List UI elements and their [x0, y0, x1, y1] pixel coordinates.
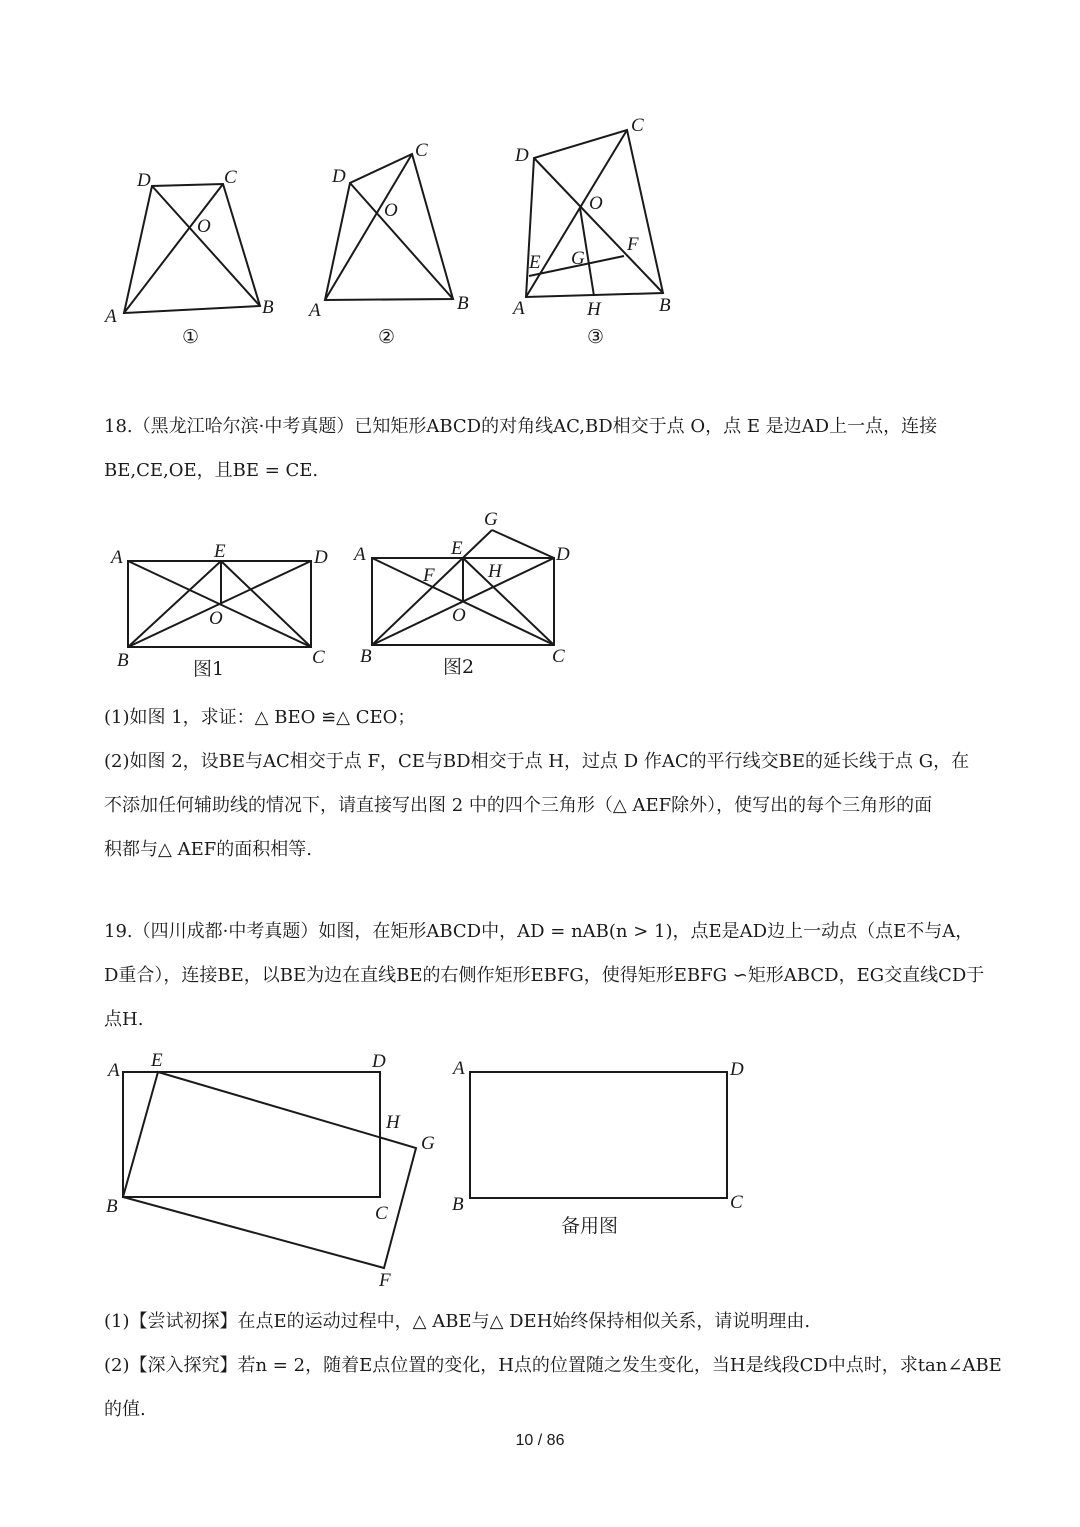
quad-abcd — [124, 184, 260, 313]
label-a: A — [105, 306, 117, 327]
q18-part-2-line-3: 积都与△ AEF的面积相等. — [104, 839, 312, 860]
label-a: A — [108, 1060, 120, 1081]
question-18-parts — [104, 696, 984, 872]
figure-quadrilateral-3 — [505, 110, 700, 360]
label-a: A — [453, 1058, 465, 1079]
label-b: B — [106, 1196, 118, 1217]
label-o: O — [209, 608, 223, 629]
figure-caption: ① — [182, 326, 200, 348]
rect-ebfg — [123, 1072, 416, 1268]
label-f: F — [379, 1270, 391, 1291]
label-o: O — [384, 200, 398, 221]
q18-line-1: 18.（黑龙江哈尔滨·中考真题）已知矩形ABCD的对角线AC,BD相交于点 O，点 E 是边AD上一点，连接 — [104, 416, 938, 437]
q18-part-1: (1)如图 1，求证：△ BEO ≌△ CEO； — [104, 707, 416, 728]
diagonal-bd — [152, 186, 260, 306]
label-o: O — [452, 605, 466, 626]
rect-abcd — [123, 1072, 380, 1197]
label-o: O — [197, 216, 211, 237]
label-c: C — [631, 115, 644, 136]
label-c: C — [375, 1203, 388, 1224]
label-c: C — [552, 646, 565, 667]
question-19-stem — [104, 910, 984, 1042]
segment-gd — [492, 530, 554, 558]
label-e: E — [529, 252, 541, 273]
q19-line-2: D重合），连接BE，以BE为边在直线BE的右侧作矩形EBFG，使得矩形EBFG ∽矩形ABCD，EG交直线CD于 — [104, 965, 985, 986]
figure-caption: 图2 — [443, 656, 475, 678]
label-c: C — [312, 647, 325, 668]
label-b: B — [452, 1194, 464, 1215]
label-h: H — [587, 299, 601, 320]
q19-part-2-line-1: (2)【深入探究】若n = 2，随着E点位置的变化，H点的位置随之发生变化，当H是线段CD中点时，求tan∠ABE — [104, 1355, 1002, 1376]
label-o: O — [589, 193, 603, 214]
label-e: E — [214, 541, 226, 562]
label-g: G — [484, 509, 498, 530]
label-b: B — [360, 646, 372, 667]
label-d: D — [332, 166, 346, 187]
label-e: E — [151, 1050, 163, 1071]
label-b: B — [262, 297, 274, 318]
label-b: B — [457, 293, 469, 314]
q19-line-1: 19.（四川成都·中考真题）如图，在矩形ABCD中，AD = nAB(n > 1)，点E是AD边上一动点（点E不与A， — [104, 921, 974, 942]
label-d: D — [137, 170, 151, 191]
label-c: C — [224, 167, 237, 188]
q18-line-2: BE,CE,OE，且BE = CE. — [104, 460, 319, 481]
label-d: D — [515, 145, 529, 166]
figure-q18-2 — [350, 505, 585, 685]
page-number: 10 / 86 — [515, 1432, 565, 1449]
label-d: D — [730, 1059, 744, 1080]
label-a: A — [513, 298, 525, 319]
q19-part-1: (1)【尝试初探】在点E的运动过程中，△ ABE与△ DEH始终保持相似关系，请说明理由. — [104, 1311, 811, 1332]
figure-caption: ③ — [587, 326, 605, 348]
label-g: G — [421, 1133, 435, 1154]
label-e: E — [451, 538, 463, 559]
label-a: A — [309, 300, 321, 321]
figure-caption: 备用图 — [561, 1215, 619, 1237]
label-h: H — [488, 561, 502, 582]
label-b: B — [117, 650, 129, 671]
figure-caption: ② — [378, 326, 396, 348]
label-c: C — [730, 1192, 743, 1213]
segment-bg — [372, 530, 492, 645]
figure-quadrilateral-2 — [300, 135, 490, 360]
label-a: A — [354, 544, 366, 565]
q18-part-2-line-2: 不添加任何辅助线的情况下，请直接写出图 2 中的四个三角形（△ AEF除外），使写出的每个三角形的面 — [104, 795, 933, 816]
figure-q19-main — [100, 1045, 445, 1295]
label-a: A — [111, 547, 123, 568]
label-d: D — [556, 544, 570, 565]
label-b: B — [659, 295, 671, 316]
figure-caption: 图1 — [193, 658, 225, 680]
figure-quadrilateral-1 — [95, 150, 295, 360]
label-h: H — [386, 1112, 400, 1133]
label-g: G — [571, 248, 585, 269]
label-f: F — [627, 234, 639, 255]
q18-part-2-line-1: (2)如图 2，设BE与AC相交于点 F，CE与BD相交于点 H，过点 D 作AC的平行线交BE的延长线于点 G，在 — [104, 751, 970, 772]
segment-ce — [221, 561, 311, 647]
rect-abcd — [470, 1072, 727, 1198]
figure-q19-spare — [445, 1050, 755, 1250]
question-18-stem — [104, 405, 984, 493]
label-c: C — [415, 140, 428, 161]
q19-line-3: 点H. — [104, 1009, 144, 1030]
question-19-parts — [104, 1300, 1002, 1432]
label-d: D — [372, 1051, 386, 1072]
figure-q18-1 — [105, 535, 345, 685]
q19-part-2-line-2: 的值. — [104, 1399, 146, 1420]
segment-be — [128, 561, 221, 647]
segment-ce — [463, 558, 554, 645]
label-f: F — [423, 565, 435, 586]
label-d: D — [314, 547, 328, 568]
